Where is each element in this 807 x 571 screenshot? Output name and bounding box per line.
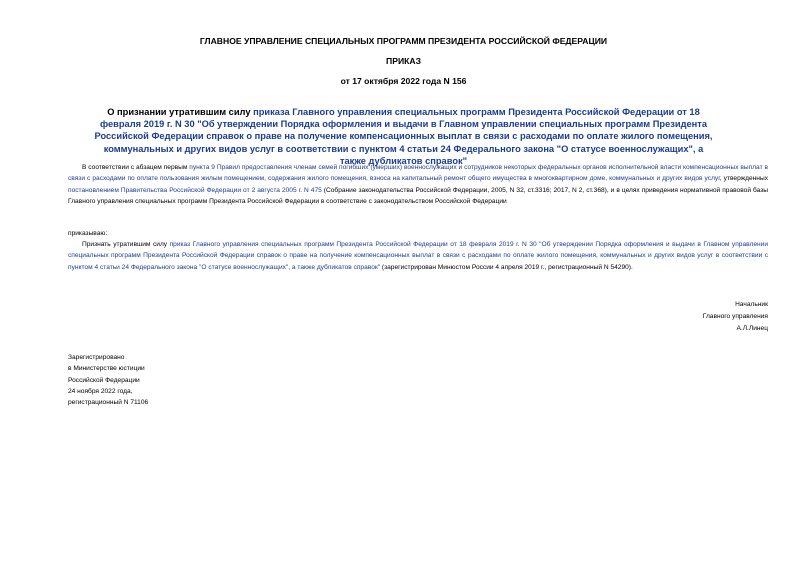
registration-line-1: Зарегистрировано (68, 354, 125, 361)
signature-name: А.Л.Линец (736, 325, 768, 332)
order-text-2: (зарегистрирован Минюстом России 4 апреля 2019 г., регистрационный N 54290). (380, 263, 633, 271)
title-link[interactable]: приказа Главного управления специальных программ Президента Российской Федерации от 18 февраля 2019 г. N 30 "Об утверждении Порядка оформления и выдачи в Главном управлении специальных программ Президента Российской Федерации справок о праве на получение компенсационных выплат в связи с расходами по оплате жилого помещения, коммунальных и других видов услуг в соответствии с пунктом 4 статьи 24 Федерального закона "О статусе военнослужащих", а также дубликатов справок" (94, 107, 713, 166)
order-paragraph (68, 239, 768, 273)
preamble-text-1: В соответствии с абзацем первым (82, 164, 190, 171)
registration-line-4: 24 ноября 2022 года, (68, 387, 133, 395)
document-title (90, 106, 717, 167)
preamble-link-decree[interactable]: постановлением Правительства Российской Федерации от 2 августа 2005 г. N 475 (68, 186, 322, 194)
preamble-link-rules[interactable]: пункта 9 Правил предоставления членам семей погибших (умерших) военнослужащих и сотрудников некоторых федеральных органов исполнительной власти компенсационных выплат в связи с расходами по оплате пользования жилым помещением, содержания жилого помещения, взноса на капитальный ремонт общего имущества в многоквартирном доме, коммунальных и других видов услуг (68, 164, 768, 183)
signature-department: Главного управления (702, 313, 768, 320)
doc-type-heading: ПРИКАЗ (386, 56, 421, 66)
date-number-heading: от 17 октября 2022 года N 156 (340, 76, 467, 86)
registration-line-5: регистрационный N 71106 (68, 399, 149, 407)
signature-block (568, 299, 768, 335)
registration-line-2: в Министерстве юстиции (68, 365, 145, 373)
preamble-text-3: (Собрание законодательства Российской Федерации, 2005, N 32, ст.3316; 2017, N 2, ст.368), и в целях приведения нормативной правовой базы Главного управления специальных программ Президента Российской Федерации в соответствие с законодательством Российской Федерации (68, 186, 768, 206)
agency-heading: ГЛАВНОЕ УПРАВЛЕНИЕ СПЕЦИАЛЬНЫХ ПРОГРАММ ПРЕЗИДЕНТА РОССИЙСКОЙ ФЕДЕРАЦИИ (199, 36, 608, 46)
title-prefix: О признании утратившим силу (107, 107, 254, 117)
preamble-paragraph (68, 162, 768, 208)
order-link[interactable]: приказ Главного управления специальных программ Президента Российской Федерации от 18 февраля 2019 г. N 30 "Об утверждении Порядка оформления и выдачи в Главном управлении специальных программ Президента Российской Федерации справок о праве на получение компенсационных выплат в связи с расходами по оплате жилого помещения, коммунальных и других видов услуг в соответствии с пунктом 4 статьи 24 Федерального закона "О статусе военнослужащих", а также дубликатов справок" (68, 241, 768, 271)
order-text-1: Признать утратившим силу (82, 241, 170, 248)
preamble-text-2: , утвержденных (719, 175, 768, 183)
order-word: приказываю: (68, 230, 108, 237)
registration-block (68, 352, 148, 408)
registration-line-3: Российской Федерации (68, 376, 140, 384)
signature-position: Начальник (735, 301, 768, 308)
